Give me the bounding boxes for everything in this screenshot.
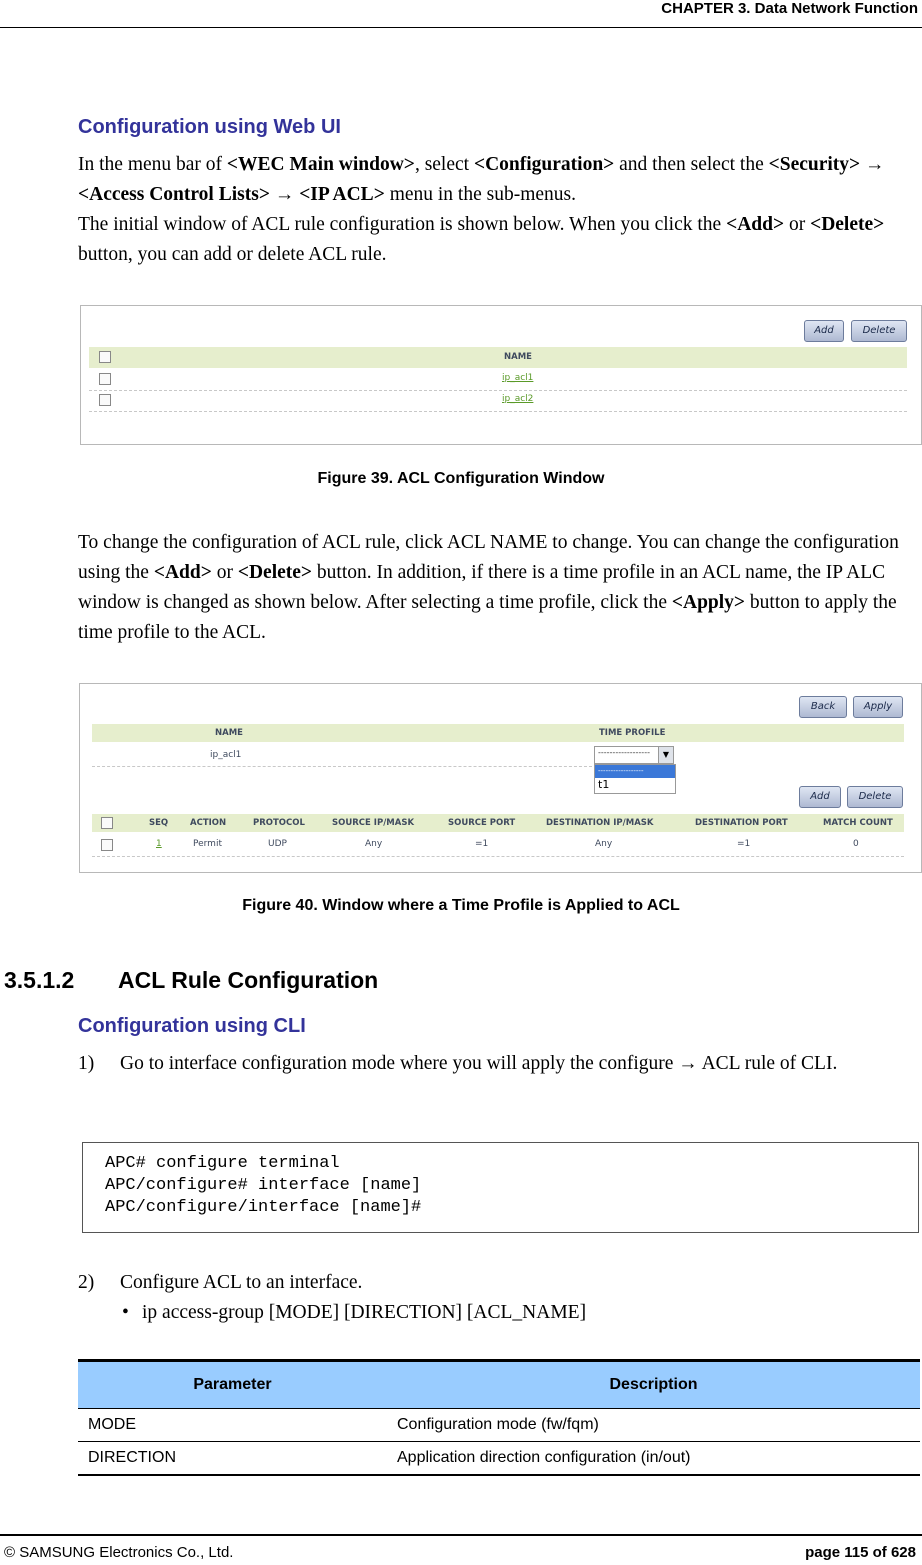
match-count-header: MATCH COUNT (823, 818, 893, 828)
text-run: or (211, 562, 238, 583)
source-ip-header: SOURCE IP/MASK (332, 818, 415, 828)
figure-time-profile-window (79, 683, 922, 873)
parameter-header: Parameter (78, 1361, 387, 1409)
figure-40-caption: Figure 40. Window where a Time Profile is Applied to ACL (242, 897, 680, 914)
destination-port-header: DESTINATION PORT (695, 818, 788, 828)
protocol-cell: UDP (268, 839, 287, 849)
dropdown-option-t1[interactable]: t1 (598, 778, 610, 791)
text-run: menu in the sub-menus. (384, 184, 576, 205)
text-run: <IP ACL> (299, 184, 385, 205)
section-heading-cli: Configuration using CLI (78, 1015, 306, 1037)
text-run: <Configuration> (473, 154, 615, 175)
name-column-header: NAME (215, 728, 243, 738)
text-run: button to apply the time profile to the ACL. (78, 592, 897, 643)
match-count-cell: 0 (853, 839, 859, 849)
text-run: , select (414, 154, 474, 175)
chevron-down-icon[interactable]: ▼ (658, 747, 673, 763)
action-header: ACTION (190, 818, 227, 828)
table-cell: Application direction configuration (in/out) (387, 1442, 920, 1476)
table-header-row (78, 1361, 920, 1409)
top-header-row (92, 724, 904, 742)
paragraph-menu-path (78, 150, 913, 210)
code-line: APC# configure terminal (105, 1154, 340, 1173)
select-all-checkbox[interactable] (101, 817, 113, 829)
section-heading-web-ui: Configuration using Web UI (78, 116, 341, 138)
chapter-header: CHAPTER 3. Data Network Function (661, 0, 918, 17)
apply-button[interactable]: Apply (853, 696, 903, 718)
acl-name-link[interactable]: ip_acl1 (502, 373, 534, 383)
protocol-header: PROTOCOL (253, 818, 305, 828)
section-number: 3.5.1.2 (4, 967, 75, 993)
figure-39-caption: Figure 39. ACL Configuration Window (317, 470, 605, 487)
dropdown-option-highlighted[interactable]: ------------------ (595, 765, 675, 778)
row-divider (92, 856, 904, 857)
text-run: <Delete> (237, 562, 313, 583)
row-checkbox[interactable] (99, 394, 111, 406)
text-run: <Security> (768, 154, 861, 175)
text-run: → (269, 184, 300, 205)
text-run: <Add> (726, 214, 785, 235)
step-2-number: 2) (78, 1272, 95, 1293)
table-row (78, 1409, 920, 1442)
text-run: ACL rule of CLI. (697, 1053, 838, 1074)
text-run: <Add> (153, 562, 212, 583)
destination-ip-header: DESTINATION IP/MASK (546, 818, 654, 828)
text-run: <WEC Main window> (226, 154, 415, 175)
seq-link[interactable]: 1 (156, 839, 162, 849)
text-run: <Access Control Lists> (78, 184, 270, 205)
footer-copyright: © SAMSUNG Electronics Co., Ltd. (4, 1544, 234, 1561)
destination-ip-cell: Any (595, 839, 613, 849)
table-header-row (89, 347, 907, 368)
source-port-cell: =1 (475, 839, 489, 849)
paragraph-initial-window (78, 210, 918, 270)
rule-header-row (92, 814, 904, 832)
table-cell: Configuration mode (fw/fqm) (387, 1409, 920, 1442)
seq-header: SEQ (149, 818, 169, 828)
back-button[interactable]: Back (799, 696, 847, 718)
description-header: Description (387, 1361, 920, 1409)
text-run: To change the configuration of ACL rule, click ACL NAME to change. You can change the configuration using the (78, 532, 899, 583)
text-run: or (784, 214, 811, 235)
code-line: APC/configure/interface [name]# (105, 1198, 422, 1217)
source-ip-cell: Any (365, 839, 383, 849)
acl-name-text: ip_acl1 (210, 750, 242, 760)
name-column-header: NAME (504, 352, 532, 362)
time-profile-dropdown (594, 764, 676, 794)
delete-button[interactable]: Delete (851, 320, 907, 342)
step-1-number: 1) (78, 1053, 95, 1074)
text-run: and then select the (614, 154, 769, 175)
text-run: → (678, 1053, 698, 1074)
cli-code-block (82, 1142, 919, 1233)
table-row (78, 1442, 920, 1476)
figure-acl-config-window (80, 305, 922, 445)
code-line: APC/configure# interface [name] (105, 1176, 422, 1195)
step-1-text (120, 1049, 920, 1079)
text-run: → (860, 154, 885, 175)
source-port-header: SOURCE PORT (448, 818, 516, 828)
table-cell: MODE (78, 1409, 387, 1442)
rule-row-checkbox[interactable] (101, 839, 113, 851)
header-rule (0, 27, 922, 28)
text-run: Go to interface configuration mode where you will apply the configure (120, 1053, 679, 1074)
time-profile-column-header: TIME PROFILE (599, 728, 666, 738)
row-divider (89, 390, 907, 391)
destination-port-cell: =1 (737, 839, 751, 849)
bullet-dot: • (122, 1302, 129, 1323)
text-run: In the menu bar of (78, 154, 227, 175)
table-cell: DIRECTION (78, 1442, 387, 1476)
paragraph-change-config (78, 528, 916, 648)
text-run: The initial window of ACL rule configuration is shown below. When you click the (78, 214, 727, 235)
row-divider (92, 766, 592, 767)
acl-name-link[interactable]: ip_acl2 (502, 394, 534, 404)
parameter-table (78, 1359, 920, 1476)
text-run: <Apply> (671, 592, 746, 613)
text-run: button, you can add or delete ACL rule. (78, 244, 387, 265)
select-all-checkbox[interactable] (99, 351, 111, 363)
delete-rule-button[interactable]: Delete (847, 786, 903, 808)
time-profile-select[interactable]: ------------------ ▼ (594, 746, 674, 764)
footer-rule (0, 1534, 922, 1536)
section-title: ACL Rule Configuration (118, 967, 379, 993)
text-run: <Delete> (810, 214, 885, 235)
row-checkbox[interactable] (99, 373, 111, 385)
action-cell: Permit (193, 839, 222, 849)
step-2-text: Configure ACL to an interface. (120, 1272, 363, 1293)
add-button[interactable]: Add (804, 320, 844, 342)
row-divider (89, 411, 907, 412)
footer-page-number: page 115 of 628 (805, 1544, 916, 1561)
bullet-command: ip access-group [MODE] [DIRECTION] [ACL_NAME] (142, 1302, 587, 1323)
text-run: button. In addition, if there is a time profile in an ACL name, the IP ALC window is changed as shown below. After selecting a time profile, click the (78, 562, 886, 613)
add-rule-button[interactable]: Add (799, 786, 841, 808)
